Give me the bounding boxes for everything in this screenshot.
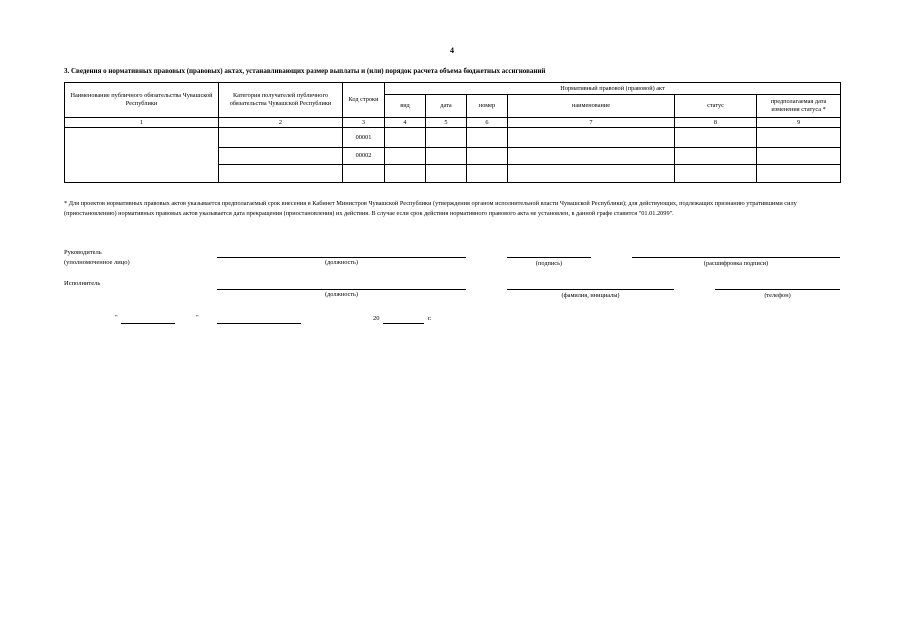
- date-open-quote: ": [115, 314, 118, 321]
- executor-name-line[interactable]: [507, 289, 674, 290]
- head-position-caption: (должность): [324, 259, 359, 266]
- head-decryption-line[interactable]: [632, 257, 840, 258]
- column-number: 8: [675, 118, 757, 128]
- head-position-line[interactable]: [217, 257, 466, 258]
- act-status-cell[interactable]: [675, 165, 757, 183]
- column-number: 9: [757, 118, 841, 128]
- date-close-quote: ": [196, 314, 199, 321]
- act-name-cell[interactable]: [508, 148, 675, 165]
- act-date-cell[interactable]: [426, 128, 467, 148]
- executor-phone-line[interactable]: [715, 289, 840, 290]
- header-row-code: Код строки: [343, 83, 385, 118]
- page-number: 4: [450, 46, 454, 55]
- recipient-category-cell[interactable]: [219, 148, 343, 165]
- header-normative-act: Нормативный правовой (правовой) акт: [385, 83, 841, 95]
- day-line[interactable]: [121, 323, 175, 324]
- header-obligation-name: Наименование публичного обязательства Чувашской Республики: [65, 83, 219, 118]
- act-number-cell[interactable]: [467, 148, 508, 165]
- column-number: 4: [385, 118, 426, 128]
- act-type-cell[interactable]: [385, 128, 426, 148]
- row-code-cell: 00002: [343, 148, 385, 165]
- act-number-cell[interactable]: [467, 128, 508, 148]
- header-status-change-date: предполагаемая дата изменения статуса *: [757, 95, 841, 118]
- column-number: 1: [65, 118, 219, 128]
- head-label: Руководитель: [64, 249, 102, 256]
- header-act-status: статус: [675, 95, 757, 118]
- year-line[interactable]: [383, 323, 424, 324]
- act-date-cell[interactable]: [426, 148, 467, 165]
- month-line[interactable]: [217, 323, 301, 324]
- row-code-cell: 00001: [343, 128, 385, 148]
- recipient-category-cell[interactable]: [219, 128, 343, 148]
- header-act-type: вид: [385, 95, 426, 118]
- act-status-cell[interactable]: [675, 148, 757, 165]
- table-row: [65, 128, 841, 148]
- normative-acts-table: [64, 82, 841, 183]
- column-number: 3: [343, 118, 385, 128]
- column-number: 7: [508, 118, 675, 128]
- head-label-sub: (уполномоченное лицо): [64, 259, 130, 266]
- column-number: 6: [467, 118, 508, 128]
- column-number: 5: [426, 118, 467, 128]
- head-decryption-caption: (расшифровка подписи): [703, 260, 769, 267]
- act-date-cell[interactable]: [426, 165, 467, 183]
- executor-label: Исполнитель: [64, 280, 101, 287]
- executor-name-caption: (фамилия, инициалы): [561, 292, 620, 299]
- status-change-date-cell[interactable]: [757, 148, 841, 165]
- year-prefix: 20: [373, 315, 380, 322]
- row-code-cell: [343, 165, 385, 183]
- act-number-cell[interactable]: [467, 165, 508, 183]
- section-heading: 3. Сведения о нормативных правовых (правовых) актах, устанавливающих размер выплаты и (или) порядок расчета объема бюджетных ассигнований: [64, 67, 546, 75]
- status-change-date-cell[interactable]: [757, 128, 841, 148]
- header-act-date: дата: [426, 95, 467, 118]
- recipient-category-cell[interactable]: [219, 165, 343, 183]
- act-status-cell[interactable]: [675, 128, 757, 148]
- head-signature-line[interactable]: [507, 257, 591, 258]
- head-signature-caption: (подпись): [535, 260, 563, 267]
- executor-position-caption: (должность): [324, 291, 359, 298]
- executor-position-line[interactable]: [217, 289, 466, 290]
- footnote: * Для проектов нормативных правовых актов указывается предполагаемый срок внесения в Кабинет Министров Чувашской Республики (утверждения органом исполнительной власти Чувашской Республики); для действующих, подлежащих признанию утратившими силу (приостановлению) нормативных правовых актов указывается дата прекращения (приостановления) их действия. В случае если срок действия нормативного правового акта не установлен, в данной графе ставится "01.01.2099".: [64, 200, 797, 217]
- executor-phone-caption: (телефон): [764, 292, 791, 299]
- header-act-name: наименование: [508, 95, 675, 118]
- act-name-cell[interactable]: [508, 128, 675, 148]
- year-suffix: г.: [428, 315, 432, 322]
- act-type-cell[interactable]: [385, 148, 426, 165]
- obligation-name-cell[interactable]: [65, 128, 219, 183]
- header-act-number: номер: [467, 95, 508, 118]
- header-recipient-category: Категория получателей публичного обязательства Чувашской Республики: [219, 83, 343, 118]
- act-type-cell[interactable]: [385, 165, 426, 183]
- act-name-cell[interactable]: [508, 165, 675, 183]
- status-change-date-cell[interactable]: [757, 165, 841, 183]
- column-number: 2: [219, 118, 343, 128]
